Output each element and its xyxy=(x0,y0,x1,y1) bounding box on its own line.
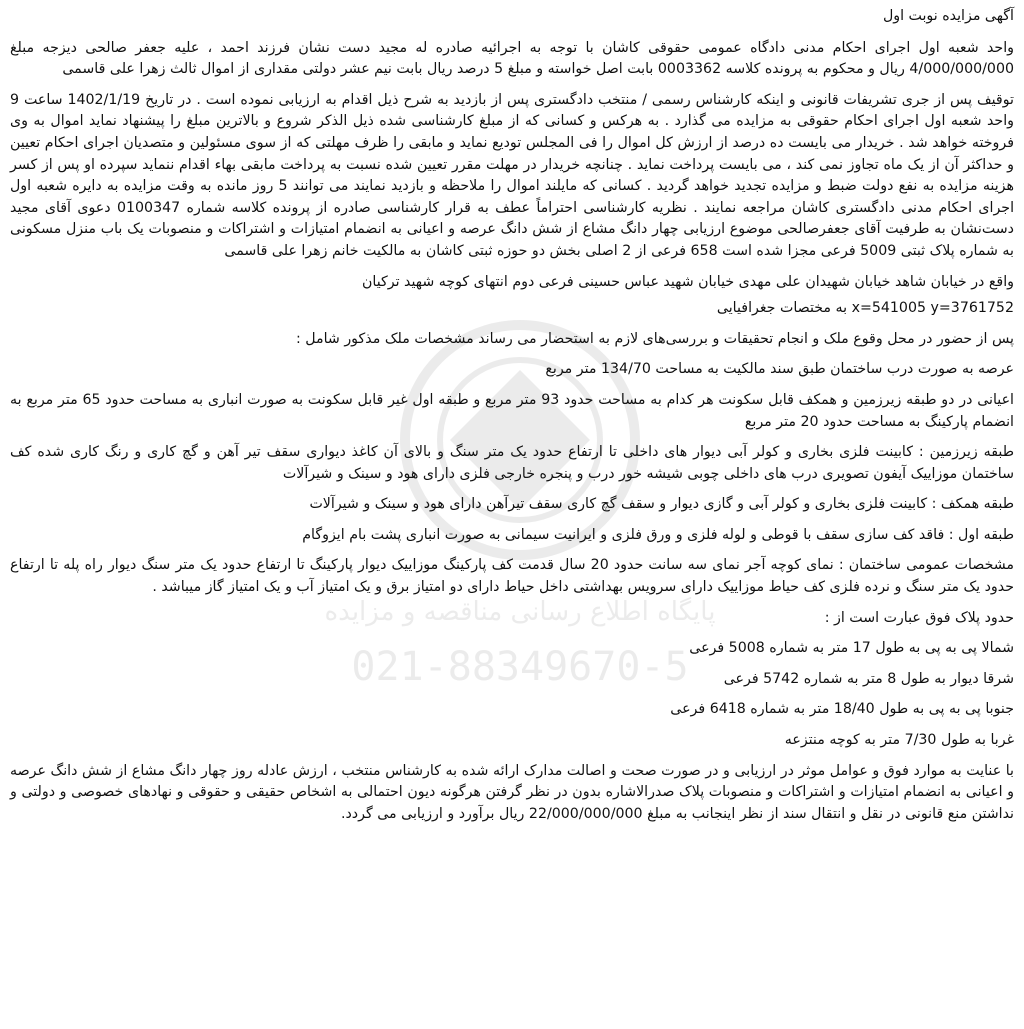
notice-building-area: اعیانی در دو طبقه زیرزمین و همکف قابل سکونت هر کدام به مساحت حدود 93 متر مربع و طبقه اول غیر قابل سکونت به صورت انباری به مساحت حدود 65 متر مربع به انضمام پارکینگ به مساحت حدود 20 متر مربع xyxy=(10,391,1014,430)
notice-paragraph-intro: واحد شعبه اول اجرای احکام مدنی دادگاه عمومی حقوقی کاشان با توجه به اجرائیه صادره له مجید دست نشان فرزند احمد ، علیه جعفر صالحی دیزجه مبلغ 4/000/000/000 ریال و محکوم به پرونده کلاسه 0003362 بابت اصل خواسته و مبلغ 5 درصد ریال بابت نیم عشر دولتی مقداری از اموال ثالث زهرا علی قاسمی xyxy=(10,39,1014,78)
watermark-line-2: 021-88349670-5 xyxy=(351,644,689,690)
notice-basement-floor: طبقه زیرزمین : کابینت فلزی بخاری و کولر آبی دیوار های داخلی تا ارتفاع حدود یک متر سنگ و بالای آن کاغذ دیواری سقف تیر آهن و گچ کاری و رنگ کاری شده کف ساختمان موزاییک آیفون تصویری درب های داخلی چوبی شیشه خور درب و پنجره خارجی فلزی دارای هود و سینک و شیرآلات xyxy=(10,444,1014,482)
notice-bound-north: شمالا پی به پی به طول 17 متر به شماره 5008 فرعی xyxy=(689,640,1014,657)
notice-coordinates: x=541005 y=3761752 به مختصات جغرافیایی xyxy=(716,300,1014,317)
notice-body xyxy=(10,6,1014,825)
notice-title: آگهی مزایده نوبت اول xyxy=(882,8,1014,24)
notice-bound-east: شرقا دیوار به طول 8 متر به شماره 5742 فرعی xyxy=(723,670,1014,687)
notice-bound-south: جنوبا پی به پی به طول 18/40 متر به شماره 6418 فرعی xyxy=(670,701,1014,718)
notice-general-specs: مشخصات عمومی ساختمان : نمای کوچه آجر نمای سه سانت حدود 20 سال قدمت کف پارکینگ موزاییک دیوار پارکینگ تا ارتفاع حدود یک متر سنگ دیوار راه پله تا ارتفاع حدود یک متر سنگ و نرده فلزی کف حیاط موزاییک دارای سرویس بهداشتی داخل حیاط دارای دو امتیاز برق و یک امتیاز آب و یک امتیاز گاز میباشد . xyxy=(10,557,1015,596)
notice-address: واقع در خیابان شاهد خیابان شهیدان علی مهدی خیابان شهید عباس حسینی فرعی دوم انتهای کوچه شهید ترکیان xyxy=(361,273,1014,290)
notice-land-area: عرصه به صورت درب ساختمان طبق سند مالکیت به مساحت 134/70 متر مربع xyxy=(545,361,1014,378)
notice-first-floor: طبقه اول : فاقد کف سازی سقف با قوطی و لوله فلزی و ورق فلزی و ایرانیت سیمانی به صورت انباری پشت بام ایزوگام xyxy=(302,526,1014,543)
notice-ground-floor: طبقه همکف : کابینت فلزی بخاری و کولر آبی و گازی دیوار و سقف گچ کاری سقف تیرآهن دارای هود و سینک و شیرآلات xyxy=(309,496,1014,513)
watermark-line-1: پایگاه اطلاع رسانی مناقصه و مزایده xyxy=(324,597,716,627)
notice-valuation: با عنایت به موارد فوق و عوامل موثر در ارزیابی و در صورت صحت و اصالت مدارک ارائه شده به کارشناس منتخب ، ارزش عادله روز چهار دانگ مشاع از شش دانگ عرصه و اعیانی به انضمام امتیازات و اشتراکات و منصوبات پلاک صدرالاشاره بدون در نظر گرفتن هرگونه دیون احتمالی به اشخاص حقیقی و حقوقی و نهادهای خصوصی و دولتی و نداشتن منع قانونی در نقل و انتقال سند از نظر اینجانب به مبلغ 22/000/000/000 ریال برآورد و ارزیابی می گردد. xyxy=(10,762,1014,822)
notice-paragraph-terms: توقیف پس از جری تشریفات قانونی و اینکه کارشناس رسمی / منتخب دادگستری پس از بازدید به شرح ذیل اقدام به ارزیابی نموده است . در تاریخ 1402/1/19 ساعت 9 واحد شعبه اول اجرای احکام حقوقی به مزایده می گذارد . به هرکس و کسانی که از مبلغ کارشناسی شده ذیل الذکر شروع و بالاترین مبلغ را پیشنهاد نماید اموال به وی فروخته خواهد شد . خریدار می بایست ده درصد از ارزش کل اموال را فی المجلس تودیع نماید و مابقی را ظرف مهلتی که از سوی مسئولین و متصدیان اجرای احکام تعیین و حداکثر آن از یک ماه تجاوز نمی کند ، می بایست پرداخت نماید . چنانچه خریدار در مهلت مقرر تعیین شده نسبت به پرداخت مابقی بهاء اقدام ننماید سپرده او پس از کسر هزینه مزایده به نفع دولت ضبط و مزایده تجدید خواهد گردید . کسانی که مایلند اموال را ملاحظه و بازدید نمایند می توانند 5 روز مانده به وقت مزایده به دایره شعبه اول اجرای احکام مدنی دادگستری کاشان مراجعه نمایند . نظریه کارشناسی احتراماً عطف به قرار کارشناسی صادره از پرونده کلاسه شماره 0100347 دعوی آقای مجید دست‌نشان به طرفیت آقای جعفرصالحی موضوع ارزیابی چهار دانگ مشاع از شش دانگ عرصه و اعیانی به انضمام امتیازات و اشتراکات و منصوبات یک باب منزل مسکونی به شماره پلاک ثبتی 5009 فرعی مجزا شده است 658 فرعی از 2 اصلی بخش دو حوزه ثبتی کاشان به مالکیت خانم زهرا علی قاسمی xyxy=(10,91,1015,259)
notice-bounds-title: حدود پلاک فوق عبارت است از : xyxy=(824,609,1014,626)
notice-bound-west: غربا به طول 7/30 متر به کوچه منتزعه xyxy=(784,732,1014,749)
notice-inspection: پس از حضور در محل وقوع ملک و انجام تحقیقات و بررسی‌های لازم به استحضار می رساند مشخصات ملک مذکور شامل : xyxy=(295,330,1014,347)
